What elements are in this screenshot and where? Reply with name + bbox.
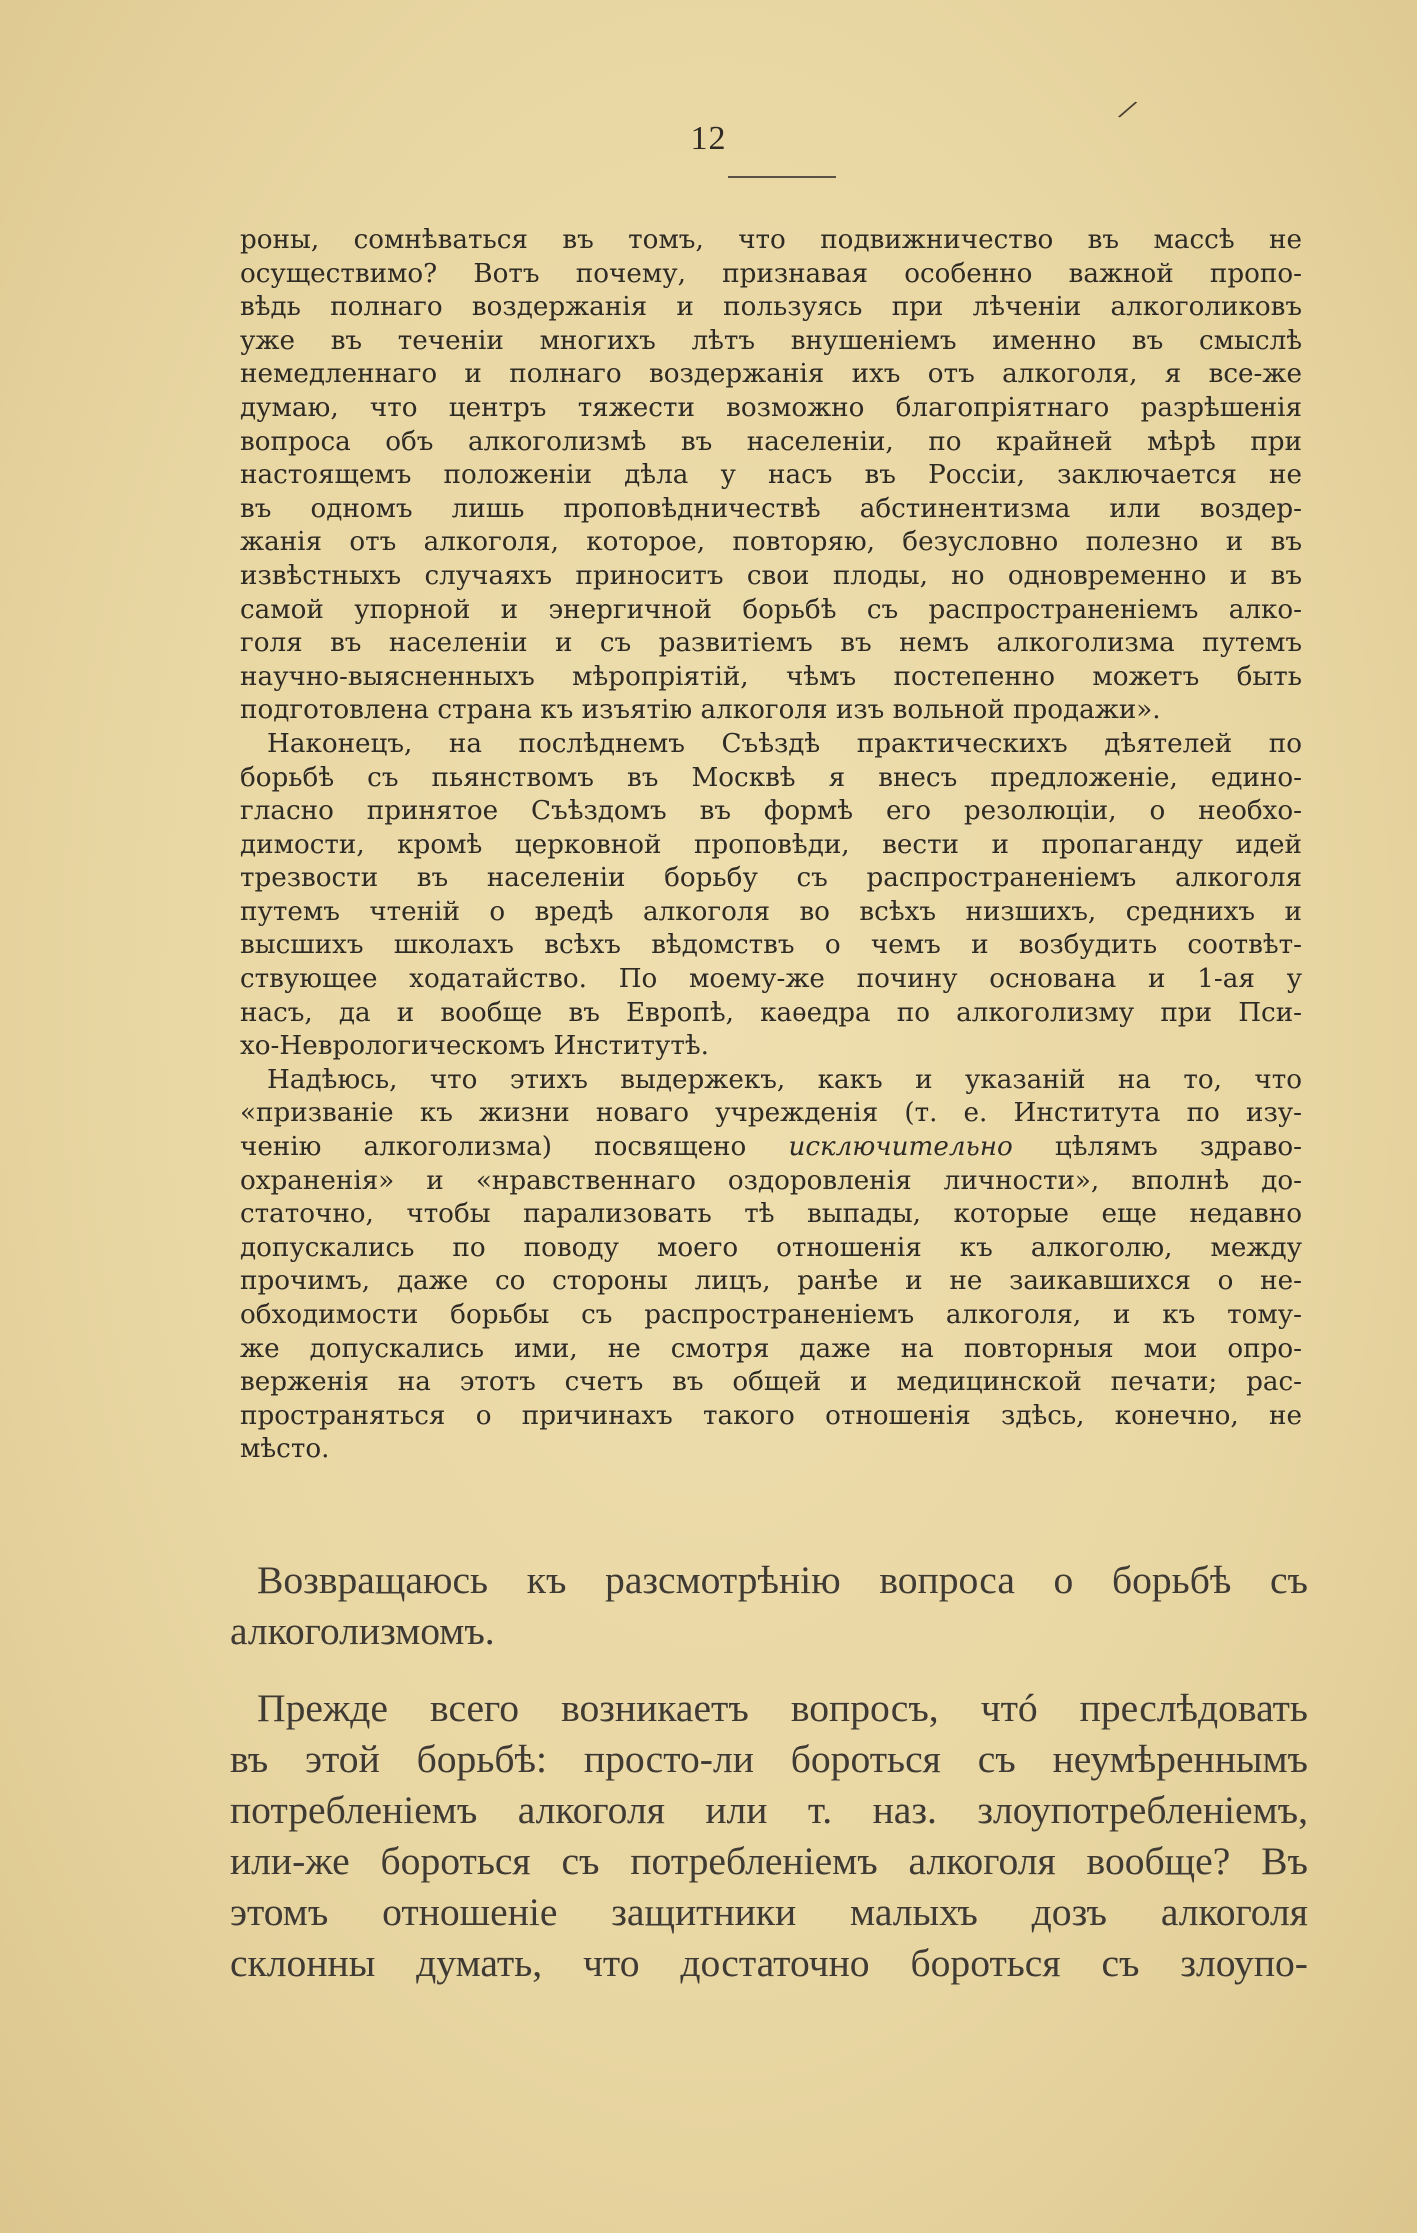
- text-line: «призваніе къ жизни новаго учрежденія (т. е. Института по изу-: [240, 1098, 1302, 1129]
- text-line: димости, кромѣ церковной проповѣди, вести и пропаганду идей: [240, 829, 1302, 860]
- text-line: вѣдь полнаго воздержанія и пользуясь при лѣченіи алкоголиковъ: [240, 292, 1302, 323]
- paragraph-2: [240, 728, 1302, 1064]
- text-line: пространяться о причинахъ такого отношенія здѣсь, конечно, не: [240, 1400, 1302, 1431]
- text-line: гласно принятое Съѣздомъ въ формѣ его резолюціи, о необхо-: [240, 796, 1302, 827]
- text-line: же допускались ими, не смотря даже на повторныя мои опро-: [240, 1333, 1302, 1364]
- text-line: склонны думать, что достаточно бороться съ злоупо-: [230, 1941, 1308, 1985]
- text-line: научно-выясненныхъ мѣропріятій, чѣмъ постепенно можетъ быть: [240, 661, 1302, 692]
- paragraph-1: [240, 224, 1302, 728]
- text-line: подготовлена страна къ изъятію алкоголя изъ вольной продажи».: [240, 695, 1161, 726]
- text-fragment: ченію алкоголизма) посвященo: [240, 1132, 747, 1163]
- text-line: ствующее ходатайство. По моему-же почину основана и 1-ая у: [240, 964, 1302, 995]
- text-line: обходимости борьбы съ распространеніемъ алкоголя, и къ тому-: [240, 1300, 1302, 1330]
- small-text-column: [240, 224, 1302, 1467]
- text-line: борьбѣ съ пьянствомъ въ Москвѣ я внесъ предложеніе, едино-: [240, 762, 1302, 793]
- text-line: алкоголизмомъ.: [230, 1609, 495, 1653]
- text-line: охраненія» и «нравственнаго оздоровленія личности», вполнѣ до-: [240, 1165, 1302, 1196]
- text-line: уже въ теченіи многихъ лѣтъ внушеніемъ именно въ смыслѣ: [240, 325, 1302, 356]
- text-line: Наконецъ, на послѣднемъ Съѣздѣ практическихъ дѣятелей по: [267, 728, 1302, 759]
- text-line: этомъ отношеніе защитники малыхъ дозъ алкоголя: [230, 1890, 1308, 1934]
- text-line: путемъ чтеній о вредѣ алкоголя во всѣхъ низшихъ, среднихъ и: [240, 896, 1302, 927]
- text-line: думаю, что центръ тяжести возможно благопріятнаго разрѣшенія: [240, 392, 1302, 423]
- large-text-column: [230, 1555, 1308, 1989]
- text-line: допускались по поводу моего отношенія къ алкоголю, между: [240, 1232, 1302, 1263]
- text-line: жанія отъ алкоголя, которое, повторяю, безусловно полезно и въ: [240, 527, 1302, 558]
- text-line: въ одномъ лишь проповѣдничествѣ абстинентизма или воздер-: [240, 493, 1302, 524]
- text-line: голя въ населеніи и съ развитіемъ въ немъ алкоголизма путемъ: [240, 628, 1302, 659]
- text-line: въ этой борьбѣ: просто-ли бороться съ неумѣреннымъ: [230, 1737, 1308, 1781]
- text-line: настоящемъ положеніи дѣла у насъ въ Россіи, заключается не: [240, 460, 1302, 491]
- text-line: потребленіемъ алкоголя или т. наз. злоупотребленіемъ,: [230, 1788, 1308, 1832]
- page-number-rule: [728, 176, 836, 178]
- text-line: мѣсто.: [240, 1434, 330, 1465]
- text-line: статочно, чтобы парализовать тѣ выпады, которые еще недавно: [240, 1199, 1302, 1230]
- text-line: роны, сомнѣваться въ томъ, что подвижничество въ массѣ не: [240, 225, 1302, 255]
- paragraph-3: [240, 1064, 1302, 1467]
- text-line: хо-Неврологическомъ Институтѣ.: [240, 1031, 709, 1062]
- text-line: вопроса объ алкоголизмѣ въ населеніи, по крайней мѣрѣ при: [240, 426, 1302, 457]
- text-line: высшихъ школахъ всѣхъ вѣдомствъ о чемъ и возбудить соотвѣт-: [240, 930, 1302, 961]
- text-line: немедленнаго и полнаго воздержанія ихъ отъ алкоголя, я все-же: [240, 359, 1302, 390]
- text-line: самой упорной и энергичной борьбѣ съ распространеніемъ алко-: [240, 594, 1302, 625]
- text-fragment: цѣлямъ здраво-: [1054, 1132, 1302, 1163]
- italic-emphasis: исключительно: [788, 1132, 1013, 1163]
- text-line: [240, 1131, 1302, 1165]
- section-body-paragraph: [230, 1683, 1308, 1989]
- text-line: насъ, да и вообще въ Европѣ, каѳедра по алкоголизму при Пси-: [240, 997, 1302, 1028]
- text-line: верженія на этотъ счетъ въ общей и медицинской печати; рас-: [240, 1367, 1302, 1398]
- text-line: или-же бороться съ потребленіемъ алкоголя вообще? Въ: [230, 1839, 1308, 1883]
- text-line: прочимъ, даже со стороны лицъ, ранѣе и не заикавшихся о не-: [240, 1266, 1302, 1297]
- text-line: Прежде всего возникаетъ вопросъ, чтó преслѣдовать: [257, 1686, 1308, 1730]
- text-line: Надѣюсь, что этихъ выдержекъ, какъ и указаній на то, что: [267, 1064, 1302, 1095]
- text-line: осуществимо? Вотъ почему, признавая особенно важной пропо-: [240, 258, 1302, 289]
- page-number: 12: [690, 120, 727, 157]
- text-line: извѣстныхъ случаяхъ приноситъ свои плоды, но одновременно и въ: [240, 560, 1302, 591]
- text-line: трезвости въ населеніи борьбу съ распространеніемъ алкоголя: [240, 863, 1302, 894]
- pencil-mark-icon: ⁄: [1120, 96, 1134, 126]
- text-line: Возвращаюсь къ разсмотрѣнію вопроса о борьбѣ съ: [257, 1558, 1308, 1602]
- section-lead-paragraph: [230, 1555, 1308, 1657]
